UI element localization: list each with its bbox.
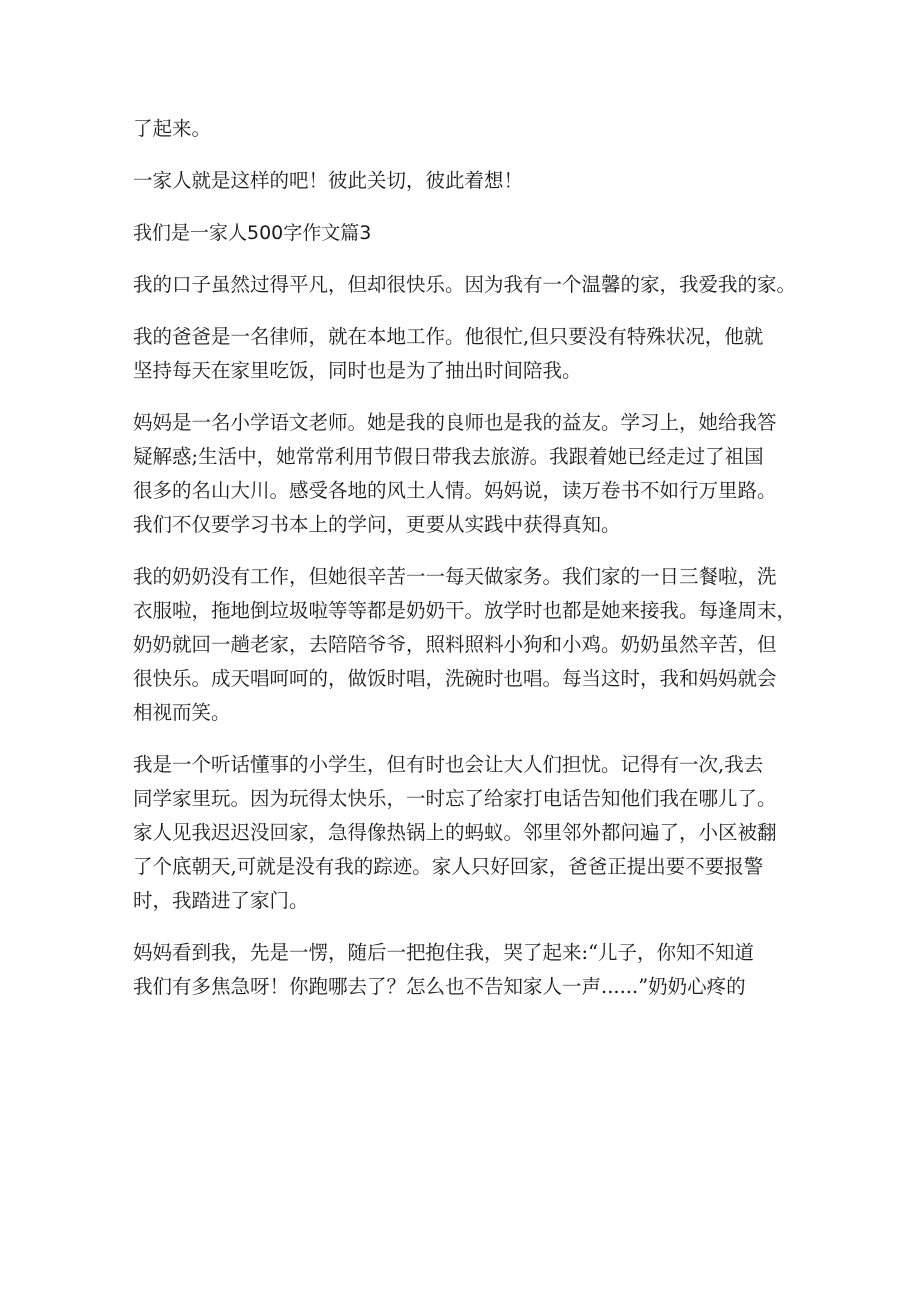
text-line: 我的爸爸是一名律师，就在本地工作。他很忙,但只要没有特殊状况，他就: [133, 325, 764, 348]
text-line: 一家人就是这样的吧！彼此关切，彼此着想！: [133, 169, 524, 192]
text-line: 了起来。: [133, 117, 212, 140]
paragraph-mother: [133, 406, 793, 542]
paragraph-father: [133, 320, 793, 388]
text-line: 妈妈看到我，先是一愣，随后一把抱住我，哭了起来:“儿子，你知不知道: [133, 941, 755, 964]
text-line: 我们是一家人500字作文篇3: [133, 222, 372, 244]
text-line: 疑解惑;生活中，她常常利用节假日带我去旅游。我跟着她已经走过了祖国: [133, 445, 764, 468]
document-body: [133, 112, 797, 1004]
text-line: 很快乐。成天唱呵呵的，做饭时唱，洗碗时也唱。每当这时，我和妈妈就会: [133, 667, 777, 690]
text-line: 衣服啦，拖地倒垃圾啦等等都是奶奶干。放学时也都是她来接我。每逢周末，: [133, 599, 797, 622]
text-line: 很多的名山大川。感受各地的风土人情。妈妈说，读万卷书不如行万里路。: [133, 479, 777, 502]
text-line: 时，我踏进了家门。: [133, 889, 309, 912]
paragraph-continued-ending: [133, 112, 793, 146]
paragraph-lost-story: [133, 748, 793, 918]
text-line: 我的口子虽然过得平凡，但却很快乐。因为我有一个温馨的家，我爱我的家。: [133, 273, 797, 296]
text-line: 家人见我迟迟没回家，急得像热锅上的蚂蚁。邻里邻外都问遍了，小区被翻: [133, 821, 777, 844]
text-line: 相视而笑。: [133, 701, 231, 724]
text-line: 了个底朝天,可就是没有我的踪迹。家人只好回家，爸爸正提出要不要报警: [133, 855, 764, 878]
text-line: 我是一个听话懂事的小学生，但有时也会让大人们担忧。记得有一次,我去: [133, 753, 764, 776]
paragraph-mother-reaction: [133, 936, 793, 1004]
section-heading: [133, 216, 793, 250]
text-line: 奶奶就回一趟老家，去陪陪爷爷，照料照料小狗和小鸡。奶奶虽然辛苦，但: [133, 633, 777, 656]
text-line: 妈妈是一名小学语文老师。她是我的良师也是我的益友。学习上，她给我答: [133, 411, 777, 434]
text-line: 同学家里玩。因为玩得太快乐，一时忘了给家打电话告知他们我在哪儿了。: [133, 787, 777, 810]
paragraph-intro: [133, 268, 797, 302]
paragraph-grandmother: [133, 560, 797, 730]
paragraph-family-care: [133, 164, 793, 198]
text-line: 坚持每天在家里吃饭，同时也是为了抽出时间陪我。: [133, 359, 582, 382]
text-line: 我的奶奶没有工作，但她很辛苦一一每天做家务。我们家的一日三餐啦，洗: [133, 565, 777, 588]
text-line: 我们不仅要学习书本上的学问，更要从实践中获得真知。: [133, 513, 621, 536]
text-line: 我们有多焦急呀！你跑哪去了？怎么也不告知家人一声......”奶奶心疼的: [133, 975, 746, 998]
